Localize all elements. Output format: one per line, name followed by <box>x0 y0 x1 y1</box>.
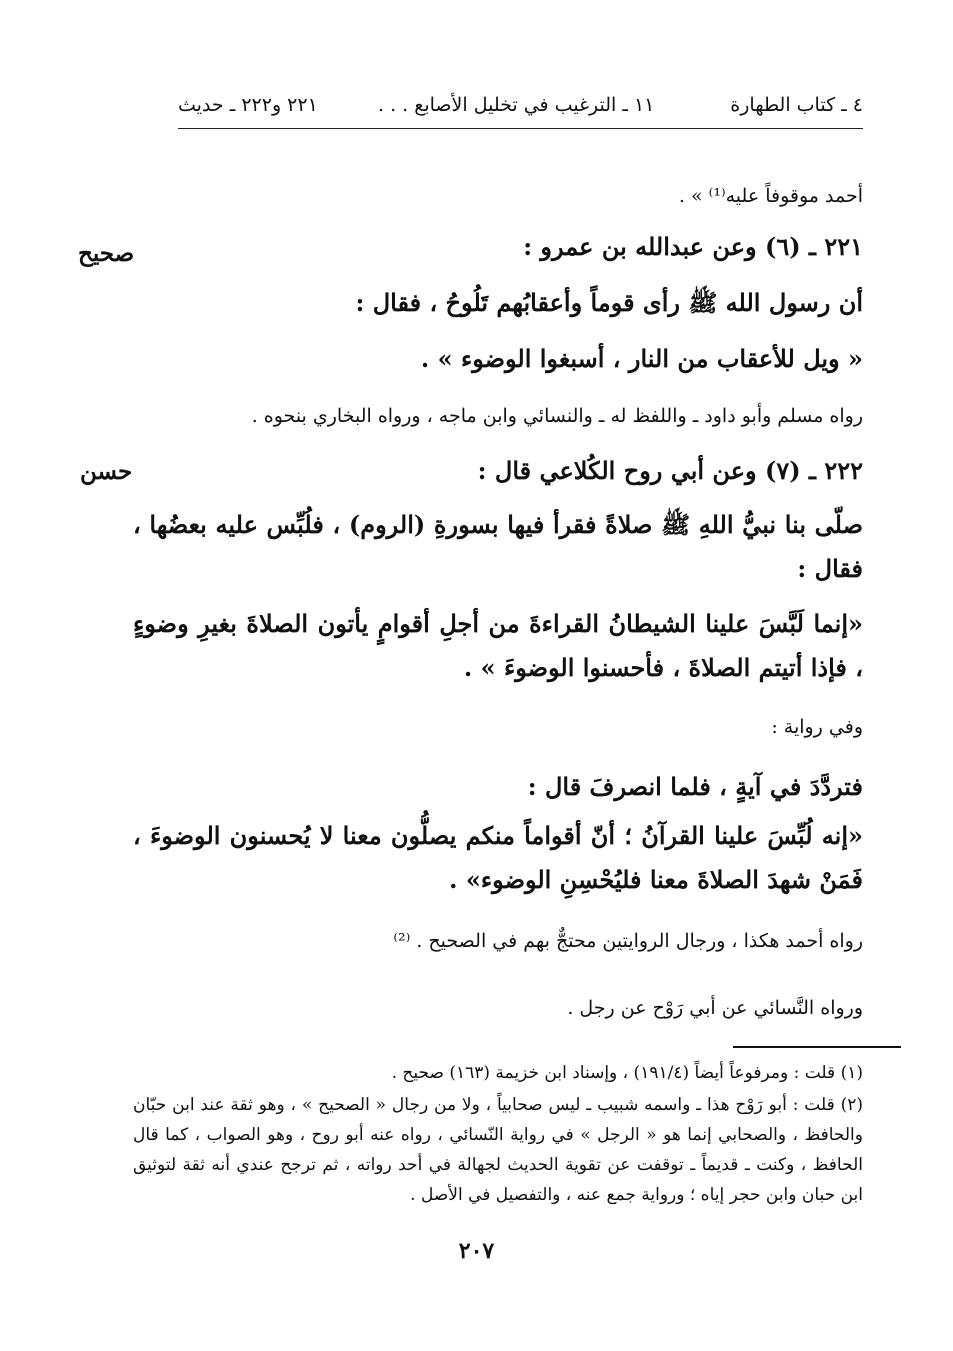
hadith-221-heading: ٢٢١ ـ (٦) وعن عبدالله بن عمرو : <box>523 232 863 261</box>
grade-label-221: صحيح <box>78 240 135 267</box>
hadith-222-variant-label: وفي رواية : <box>771 716 863 738</box>
hadith-221-text-1: أن رسول الله ﷺ رأى قوماً وأعقابُهم تَلُوحُ ، فقال : <box>355 288 863 317</box>
header-chapter: ٤ ـ كتاب الطهارة <box>730 94 863 116</box>
hadith-221-source: رواه مسلم وأبو داود ـ واللفظ له ـ والنسائي وابن ماجه ، ورواه البخاري بنحوه . <box>251 405 863 427</box>
footnote-divider <box>733 1046 901 1048</box>
footnote-1: (١) قلت : ومرفوعاً أيضاً (١٩١/٤) ، وإسناد ابن خزيمة (١٦٣) صحيح . <box>391 1063 863 1083</box>
hadith-222-heading: ٢٢٢ ـ (٧) وعن أبي روح الكُلاعي قال : <box>477 456 863 485</box>
page-number: ٢٠٧ <box>458 1238 495 1264</box>
footnote-2: (٢) قلت : أبو رَوْح هذا ـ واسمه شبيب ـ ليس صحابياً ، ولا من رجال « الصحيح » ، وهو ثقة عند ابن حبّان والحافظ ، والصحابي إنما هو « الرجل » في رواية النّسائي ، رواه عنه أبو روح ، وهو الصواب ، كما قال الحافظ ، وكنت ـ قديماً ـ توقفت عن تقوية الحديث لجهالة في أحد رواته ، ثم ترجح عندي أنه ثقة لتوثيق ابن حبان وابن حجر إياه ؛ ورواية جمع عنه ، والتفصيل في الأصل . <box>133 1095 863 1205</box>
intro-line: أحمد موقوفاً عليه⁽¹⁾ » . <box>678 185 863 207</box>
header-divider <box>178 128 863 129</box>
hadith-222-source-2: ورواه النَّسائي عن أبي رَوْح عن رجل . <box>567 997 863 1019</box>
hadith-222-text-3: فتردَّدَ في آيةٍ ، فلما انصرفَ قال : <box>527 772 863 801</box>
header-section: ١١ ـ الترغيب في تخليل الأصابع . . . <box>378 94 655 116</box>
header-hadith-range: ٢٢١ و٢٢٢ ـ حديث <box>178 94 318 116</box>
hadith-222-text-4: «إنه لُبِّسَ علينا القرآنُ ؛ أنّ أقواماً منكم يصلُّون معنا لا يُحسنون الوضوءَ ، فَمَنْ شهدَ الصلاةَ معنا فليُحْسِنِ الوضوء» . <box>133 821 863 894</box>
hadith-221-text-2: « ويل للأعقاب من النار ، أسبغوا الوضوء » . <box>420 344 863 373</box>
grade-label-222: حسن <box>80 458 133 485</box>
hadith-222-text-2: «إنما لَبَّسَ علينا الشيطانُ القراءةَ من أجلِ أقوامٍ يأتون الصلاةَ بغيرِ وضوءٍ ، فإذا أتيتم الصلاةَ ، فأحسنوا الوضوءَ » . <box>133 609 863 682</box>
hadith-222-text-1: صلّى بنا نبيُّ اللهِ ﷺ صلاةً فقرأ فيها بسورةِ (الروم) ، فلُبِّس عليه بعضُها ، فقال : <box>133 510 863 583</box>
hadith-222-source-1: رواه أحمد هكذا ، ورجال الروايتين محتجٌّ بهم في الصحيح . ⁽²⁾ <box>393 930 863 952</box>
